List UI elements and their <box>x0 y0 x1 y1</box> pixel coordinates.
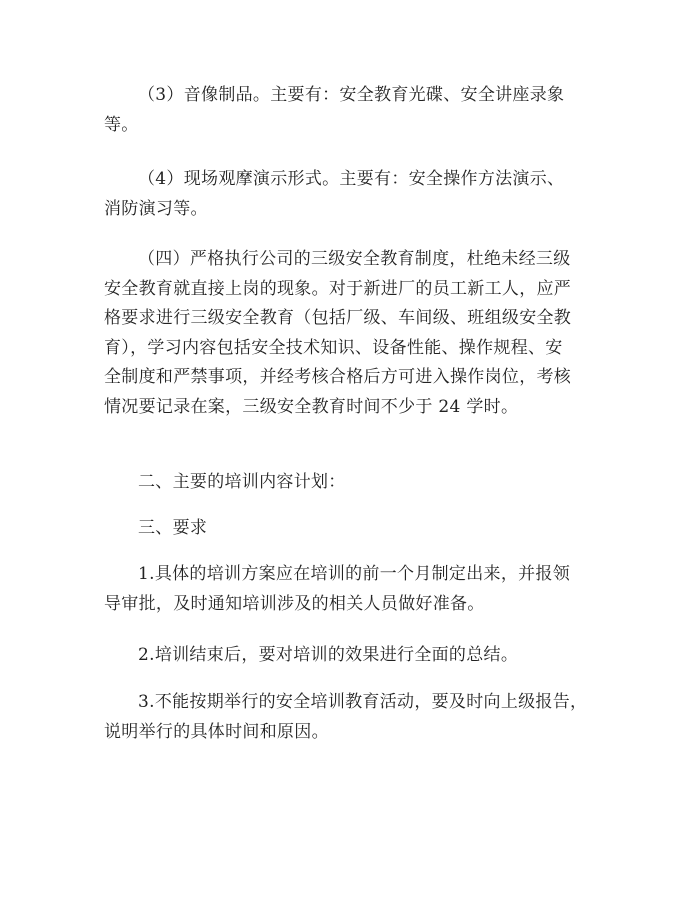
requirement-item-3 <box>104 688 604 747</box>
text-line: 等。 <box>104 114 139 135</box>
requirement-item-2 <box>104 641 604 671</box>
text-line: 3.不能按期举行的安全培训教育活动，要及时向上级报告， <box>138 692 588 712</box>
section-heading-requirements <box>104 514 604 544</box>
text-line: 二、主要的培训内容计划： <box>138 472 346 492</box>
text-line: 2.培训结束后，要对培训的效果进行全面的总结。 <box>138 645 519 665</box>
text-line: 安全教育就直接上岗的现象。对于新进厂的员工新工人，应严 <box>104 278 572 299</box>
paragraph-onsite-demonstration <box>104 165 604 224</box>
text-line: （3）音像制品。主要有：安全教育光碟、安全讲座录象 <box>138 85 565 105</box>
text-line: 全制度和严禁事项，并经考核合格后方可进入操作岗位，考核 <box>104 367 572 387</box>
text-line: （4）现场观摩演示形式。主要有：安全操作方法演示、 <box>138 169 565 189</box>
text-line: （四）严格执行公司的三级安全教育制度，杜绝未经三级 <box>138 249 571 269</box>
section-heading-training-content-plan <box>104 468 604 498</box>
text-line: 1.具体的培训方案应在培训的前一个月制定出来，并报领 <box>138 564 571 584</box>
text-line: 导审批，及时通知培训涉及的相关人员做好准备。 <box>104 593 485 614</box>
text-line: 三、要求 <box>138 518 208 538</box>
paragraph-three-level-safety-education <box>104 245 604 422</box>
text-line: 说明举行的具体时间和原因。 <box>104 721 329 742</box>
text-line: 格要求进行三级安全教育（包括厂级、车间级、班组级安全教 <box>104 308 572 328</box>
text-line: 消防演习等。 <box>104 198 208 219</box>
text-line: 育），学习内容包括安全技术知识、设备性能、操作规程、安 <box>104 337 563 358</box>
text-line: 情况要记录在案，三级安全教育时间不少于 24 学时。 <box>104 396 519 417</box>
paragraph-audio-video-products <box>104 81 604 140</box>
requirement-item-1 <box>104 560 604 619</box>
